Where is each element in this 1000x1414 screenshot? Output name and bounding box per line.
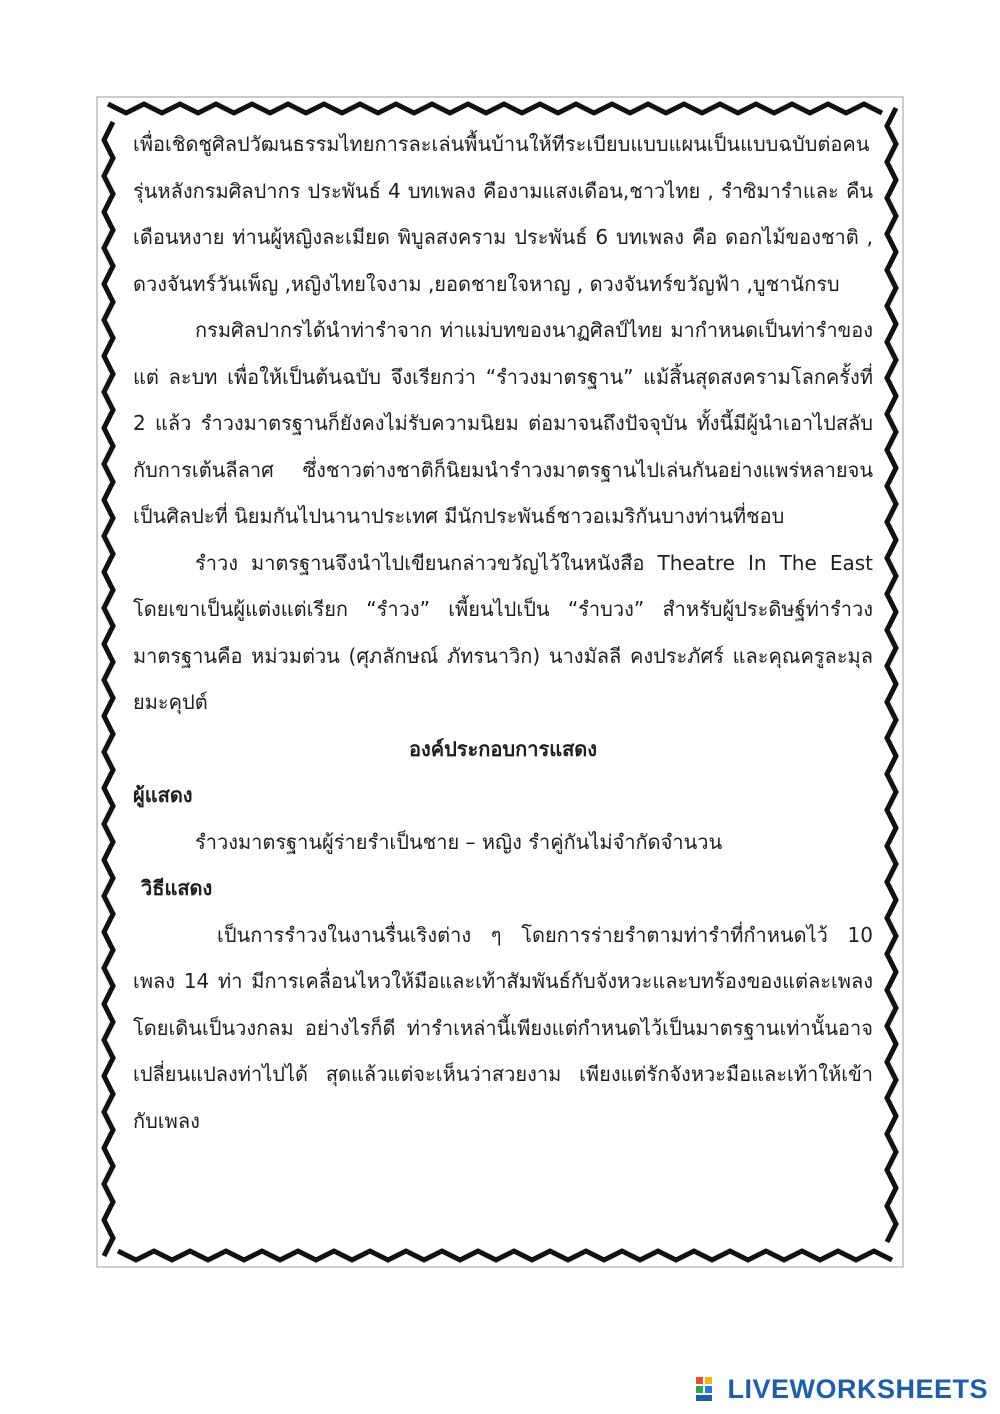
document-body xyxy=(133,121,873,1144)
section-title: องค์ประกอบการแสดง xyxy=(408,736,598,761)
paragraph-intro: เพื่อเชิดชูศิลปวัฒนธรรมไทยการละเล่นพื้นบ้านให้ทีระเบียบแบบแผนเป็นแบบฉบับต่อคนรุ่นหลังกรมศิลปากร ประพันธ์ 4 บทเพลง คืองามแสงเดือน,ชาวไทย , รำซิมารำและ คืนเดือนหงาย ท่านผู้หญิงละเมียด พิบูลสงคราม ประพันธ์ 6 บทเพลง คือ ดอกไม้ของชาติ , ดวงจันทร์วันเพ็ญ ,หญิงไทยใจงาม ,ยอดชายใจหาญ , ดวงจันทร์ขวัญฟ้า ,บูชานักรบ xyxy=(133,132,873,296)
liveworksheets-logo-icon xyxy=(695,1376,723,1402)
paragraph-theatre-in-the-east: รำวง มาตรฐานจึงนำไปเขียนกล่าวขวัญไว้ในหนังสือ Theatre In The East โดยเขาเป็นผู้แต่งแต่เรียก “รำวง” เพี้ยนไปเป็น “รำบวง” สำหรับผู้ประดิษฐ์ท่ารำวงมาตรฐานคือ หม่วมต่วน (ศุภลักษณ์ ภัทรนาวิก) นางมัลลี คงประภัศร์ และคุณครูละมุล ยมะคุปต์ xyxy=(133,550,873,714)
paragraph-fine-arts-dept: กรมศิลปากรได้นำท่ารำจาก ท่าแม่บทของนาฏศิลป์ไทย มากำหนดเป็นท่ารำของแต่ ละบท เพื่อให้เป็นต้นฉบับ จึงเรียกว่า “รำวงมาตรฐาน” แม้สิ้นสุดสงครามโลกครั้งที่ 2 แล้ว รำวงมาตรฐานก็ยังคงไม่รับความนิยม ต่อมาจนถึงปัจจุบัน ทั้งนี้มีผู้นำเอาไปสลับกับการเต้นลีลาศ ซึ่งชาวต่างชาติก็นิยมนำรำวงมาตรฐานไปเล่นกันอย่างแพร่หลายจนเป็นศิลปะที่ นิยมกันไปนานาประเทศ มีนักประพันธ์ชาวอเมริกันบางท่านที่ชอบ xyxy=(133,318,873,528)
liveworksheets-wordmark: LIVEWORKSHEETS xyxy=(727,1373,988,1404)
border-left xyxy=(104,122,113,1256)
border-bottom xyxy=(118,1251,892,1260)
liveworksheets-brand xyxy=(695,1372,988,1406)
performers-heading: ผู้แสดง xyxy=(133,783,193,807)
performers-text: รำวงมาตรฐานผู้ร่ายรำเป็นชาย – หญิง รำคู่กันไม่จำกัดจำนวน xyxy=(195,829,723,854)
method-heading: วิธีแสดง xyxy=(141,876,213,900)
method-text: เป็นการรำวงในงานรื่นเริงต่าง ๆ โดยการร่ายรำตามท่ารำที่กำหนดไว้ 10 เพลง 14 ท่า มีการเคลื่อนไหวให้มือและเท้าสัมพันธ์กับจังหวะและบทร้องของแต่ละเพลง โดยเดินเป็นวงกลม อย่างไรก็ดี ท่ารำเหล่านี้เพียงแต่กำหนดไว้เป็นมาตรฐานเท่านั้นอาจเปลี่ยนแปลงท่าไปได้ สุดแล้วแต่จะเห็นว่าสวยงาม เพียงแต่รักจังหวะมือและเท้าให้เข้ากับเพลง xyxy=(133,922,873,1133)
border-top xyxy=(108,104,882,113)
border-right xyxy=(887,108,896,1242)
